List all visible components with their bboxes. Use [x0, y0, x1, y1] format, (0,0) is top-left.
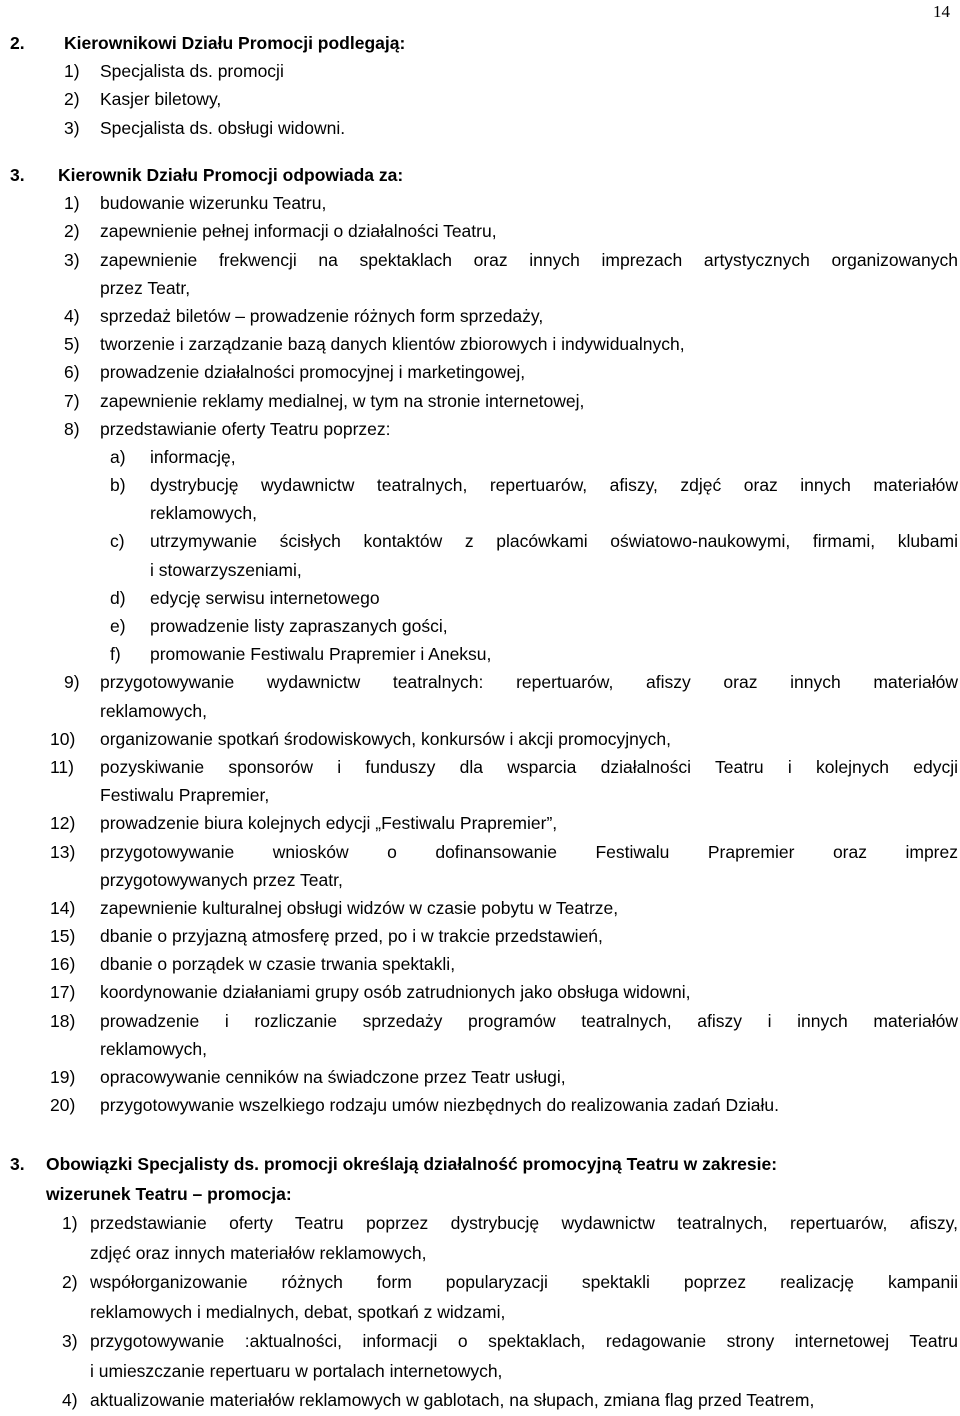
- list-item: [0, 950, 960, 978]
- item-number: 4): [62, 1390, 78, 1410]
- sub-list-item: [0, 612, 960, 640]
- list-item-continuation: [0, 1357, 960, 1387]
- item-number: 13): [50, 841, 76, 862]
- item-number: 4): [64, 305, 80, 326]
- item-number: 19): [50, 1067, 76, 1087]
- item-text: zapewnienie pełnej informacji o działalności Teatru,: [100, 221, 497, 242]
- item-text: przedstawianie oferty Teatru poprzez:: [100, 418, 391, 439]
- item-text: reklamowych,: [150, 503, 257, 524]
- item-text: przedstawianie oferty Teatru poprzez dystrybucję wydawnictw teatralnych, repertuarów, afiszy,: [90, 1213, 958, 1233]
- item-letter: f): [110, 644, 121, 665]
- item-text: budowanie wizerunku Teatru,: [100, 193, 327, 214]
- item-text: dbanie o przyjazną atmosferę przed, po i w trakcie przedstawień,: [100, 926, 603, 947]
- item-text: Specjalista ds. obsługi widowni.: [100, 117, 346, 138]
- item-text: przez Teatr,: [100, 277, 191, 298]
- sub-list-item: [0, 471, 960, 499]
- list-item-continuation: [0, 866, 960, 894]
- list-item: [0, 1386, 960, 1416]
- list-item: [0, 753, 960, 781]
- list-item: [0, 894, 960, 922]
- sub-list-item: [0, 640, 960, 668]
- item-text: aktualizowanie materiałów reklamowych w gablotach, na słupach, zmiana flag przed Teatrem,: [90, 1390, 815, 1410]
- list-item: [0, 330, 960, 358]
- list-item: [0, 1091, 960, 1119]
- item-text: edycję serwisu internetowego: [150, 587, 380, 608]
- section-number: 3.: [10, 165, 25, 185]
- section-heading: [0, 1150, 960, 1180]
- item-number: 11): [50, 756, 74, 777]
- section-heading: [0, 29, 960, 57]
- item-letter: e): [110, 616, 126, 636]
- item-text: Kasjer biletowy,: [100, 89, 222, 110]
- item-number: 3): [64, 249, 80, 270]
- item-number: 15): [50, 926, 76, 947]
- list-item: [0, 1209, 960, 1239]
- item-number: 14): [50, 897, 76, 918]
- section-promotion-specialist: [0, 1150, 960, 1416]
- item-text: organizowanie spotkań środowiskowych, konkursów i akcji promocyjnych,: [100, 728, 671, 749]
- list-item: [0, 668, 960, 696]
- sub-list-item: [0, 443, 960, 471]
- item-text: reklamowych i medialnych, debat, spotkań z widzami,: [90, 1301, 506, 1322]
- list-item: [0, 189, 960, 217]
- section-subordinates: [0, 29, 960, 142]
- list-item: [0, 1268, 960, 1298]
- list-item: [0, 217, 960, 245]
- list-item: [0, 1327, 960, 1357]
- section-responsibilities: [0, 161, 960, 1119]
- sub-list-item: [0, 527, 960, 555]
- item-text: przygotowywanie :aktualności, informacji o spektaklach, redagowanie strony internetowej Teatru: [90, 1331, 958, 1351]
- item-number: 9): [64, 672, 80, 693]
- item-text: tworzenie i zarządzanie bazą danych klientów zbiorowych i indywidualnych,: [100, 334, 685, 355]
- item-text: utrzymywanie ścisłych kontaktów z placówkami oświatowo-naukowymi, firmami, klubami: [150, 531, 958, 552]
- item-text: przygotowywanie wszelkiego rodzaju umów niezbędnych do realizowania zadań Działu.: [100, 1095, 779, 1116]
- section-heading: [0, 161, 960, 189]
- item-text: prowadzenie i rozliczanie sprzedaży programów teatralnych, afiszy i innych materiałów: [100, 1010, 958, 1031]
- list-item: [0, 57, 960, 85]
- list-item-continuation: [0, 274, 960, 302]
- item-text: promowanie Festiwalu Prapremier i Aneksu,: [150, 644, 492, 665]
- list-item: [0, 415, 960, 443]
- item-text: zapewnienie reklamy medialnej, w tym na stronie internetowej,: [100, 390, 585, 411]
- item-number: 7): [64, 390, 80, 411]
- item-number: 17): [50, 982, 76, 1003]
- item-text: reklamowych,: [100, 1038, 207, 1059]
- list-item: [0, 838, 960, 866]
- item-number: 3): [62, 1331, 78, 1351]
- item-letter: a): [110, 446, 126, 467]
- item-text: prowadzenie listy zapraszanych gości,: [150, 616, 448, 636]
- item-text: zapewnienie frekwencji na spektaklach oraz innych imprezach artystycznych organizowanych: [100, 249, 958, 270]
- list-item: [0, 1007, 960, 1035]
- item-text: dbanie o porządek w czasie trwania spektakli,: [100, 954, 456, 975]
- item-text: prowadzenie biura kolejnych edycji „Festiwalu Prapremier”,: [100, 813, 558, 834]
- item-number: 8): [64, 418, 80, 439]
- item-text: pozyskiwanie sponsorów i funduszy dla wsparcia działalności Teatru i kolejnych edycji: [100, 756, 958, 777]
- item-number: 1): [62, 1213, 78, 1233]
- list-item: [0, 85, 960, 113]
- item-number: 18): [50, 1010, 76, 1031]
- list-item: [0, 114, 960, 142]
- list-item: [0, 358, 960, 386]
- section-subheading: [0, 1180, 960, 1210]
- list-item-continuation: [0, 1298, 960, 1328]
- item-text: dystrybucję wydawnictw teatralnych, repertuarów, afiszy, zdjęć oraz innych materiałów: [150, 475, 958, 496]
- list-item: [0, 978, 960, 1006]
- item-number: 10): [50, 728, 76, 749]
- section-title: Kierownik Działu Promocji odpowiada za:: [58, 165, 404, 185]
- list-item: [0, 809, 960, 837]
- item-text: koordynowanie działaniami grupy osób zatrudnionych jako obsługa widowni,: [100, 982, 691, 1003]
- item-letter: d): [110, 587, 126, 608]
- item-letter: b): [110, 475, 126, 496]
- list-item-continuation: [0, 1239, 960, 1269]
- list-item-continuation: [0, 1035, 960, 1063]
- item-text: współorganizowanie różnych form popularyzacji spektakli poprzez realizację kampanii: [90, 1272, 958, 1292]
- item-text: przygotowywanych przez Teatr,: [100, 869, 343, 890]
- item-number: 1): [64, 61, 80, 82]
- list-item: [0, 922, 960, 950]
- item-text: sprzedaż biletów – prowadzenie różnych form sprzedaży,: [100, 305, 544, 326]
- item-text: i stowarzyszeniami,: [150, 559, 302, 580]
- item-number: 2): [62, 1272, 78, 1292]
- section-title: Kierownikowi Działu Promocji podlegają:: [64, 33, 406, 53]
- item-text: prowadzenie działalności promocyjnej i marketingowej,: [100, 362, 526, 383]
- section-subtitle: wizerunek Teatru – promocja:: [46, 1183, 292, 1204]
- sub-list-item-continuation: [0, 556, 960, 584]
- section-number: 2.: [10, 33, 25, 53]
- sub-list-item-continuation: [0, 499, 960, 527]
- list-item: [0, 1063, 960, 1091]
- item-text: przygotowywanie wniosków o dofinansowanie Festiwalu Prapremier oraz imprez: [100, 841, 958, 862]
- item-text: informację,: [150, 446, 236, 467]
- item-number: 2): [64, 221, 80, 242]
- item-number: 6): [64, 362, 80, 383]
- list-item: [0, 246, 960, 274]
- item-number: 20): [50, 1095, 76, 1116]
- item-text: opracowywanie cenników na świadczone przez Teatr usługi,: [100, 1067, 566, 1087]
- list-item-continuation: [0, 781, 960, 809]
- item-text: reklamowych,: [100, 700, 207, 721]
- list-item: [0, 725, 960, 753]
- list-item: [0, 387, 960, 415]
- list-item-continuation: [0, 697, 960, 725]
- item-text: zdjęć oraz innych materiałów reklamowych,: [90, 1242, 427, 1263]
- item-number: 1): [64, 193, 80, 214]
- item-text: Specjalista ds. promocji: [100, 61, 284, 82]
- page-number: 14: [933, 2, 950, 21]
- item-text: przygotowywanie wydawnictw teatralnych: repertuarów, afiszy oraz innych materiałów: [100, 672, 958, 693]
- item-number: 2): [64, 89, 80, 110]
- item-text: Festiwalu Prapremier,: [100, 785, 270, 806]
- section-number: 3.: [10, 1154, 25, 1174]
- list-item: [0, 302, 960, 330]
- item-number: 12): [50, 813, 76, 834]
- item-letter: c): [110, 531, 125, 552]
- item-number: 5): [64, 334, 80, 355]
- sub-list-item: [0, 584, 960, 612]
- item-text: i umieszczanie repertuaru w portalach internetowych,: [90, 1360, 503, 1381]
- item-text: zapewnienie kulturalnej obsługi widzów w czasie pobytu w Teatrze,: [100, 897, 619, 918]
- item-number: 16): [50, 954, 76, 975]
- section-title: Obowiązki Specjalisty ds. promocji określają działalność promocyjną Teatru w zakresie:: [46, 1154, 778, 1174]
- item-number: 3): [64, 117, 80, 138]
